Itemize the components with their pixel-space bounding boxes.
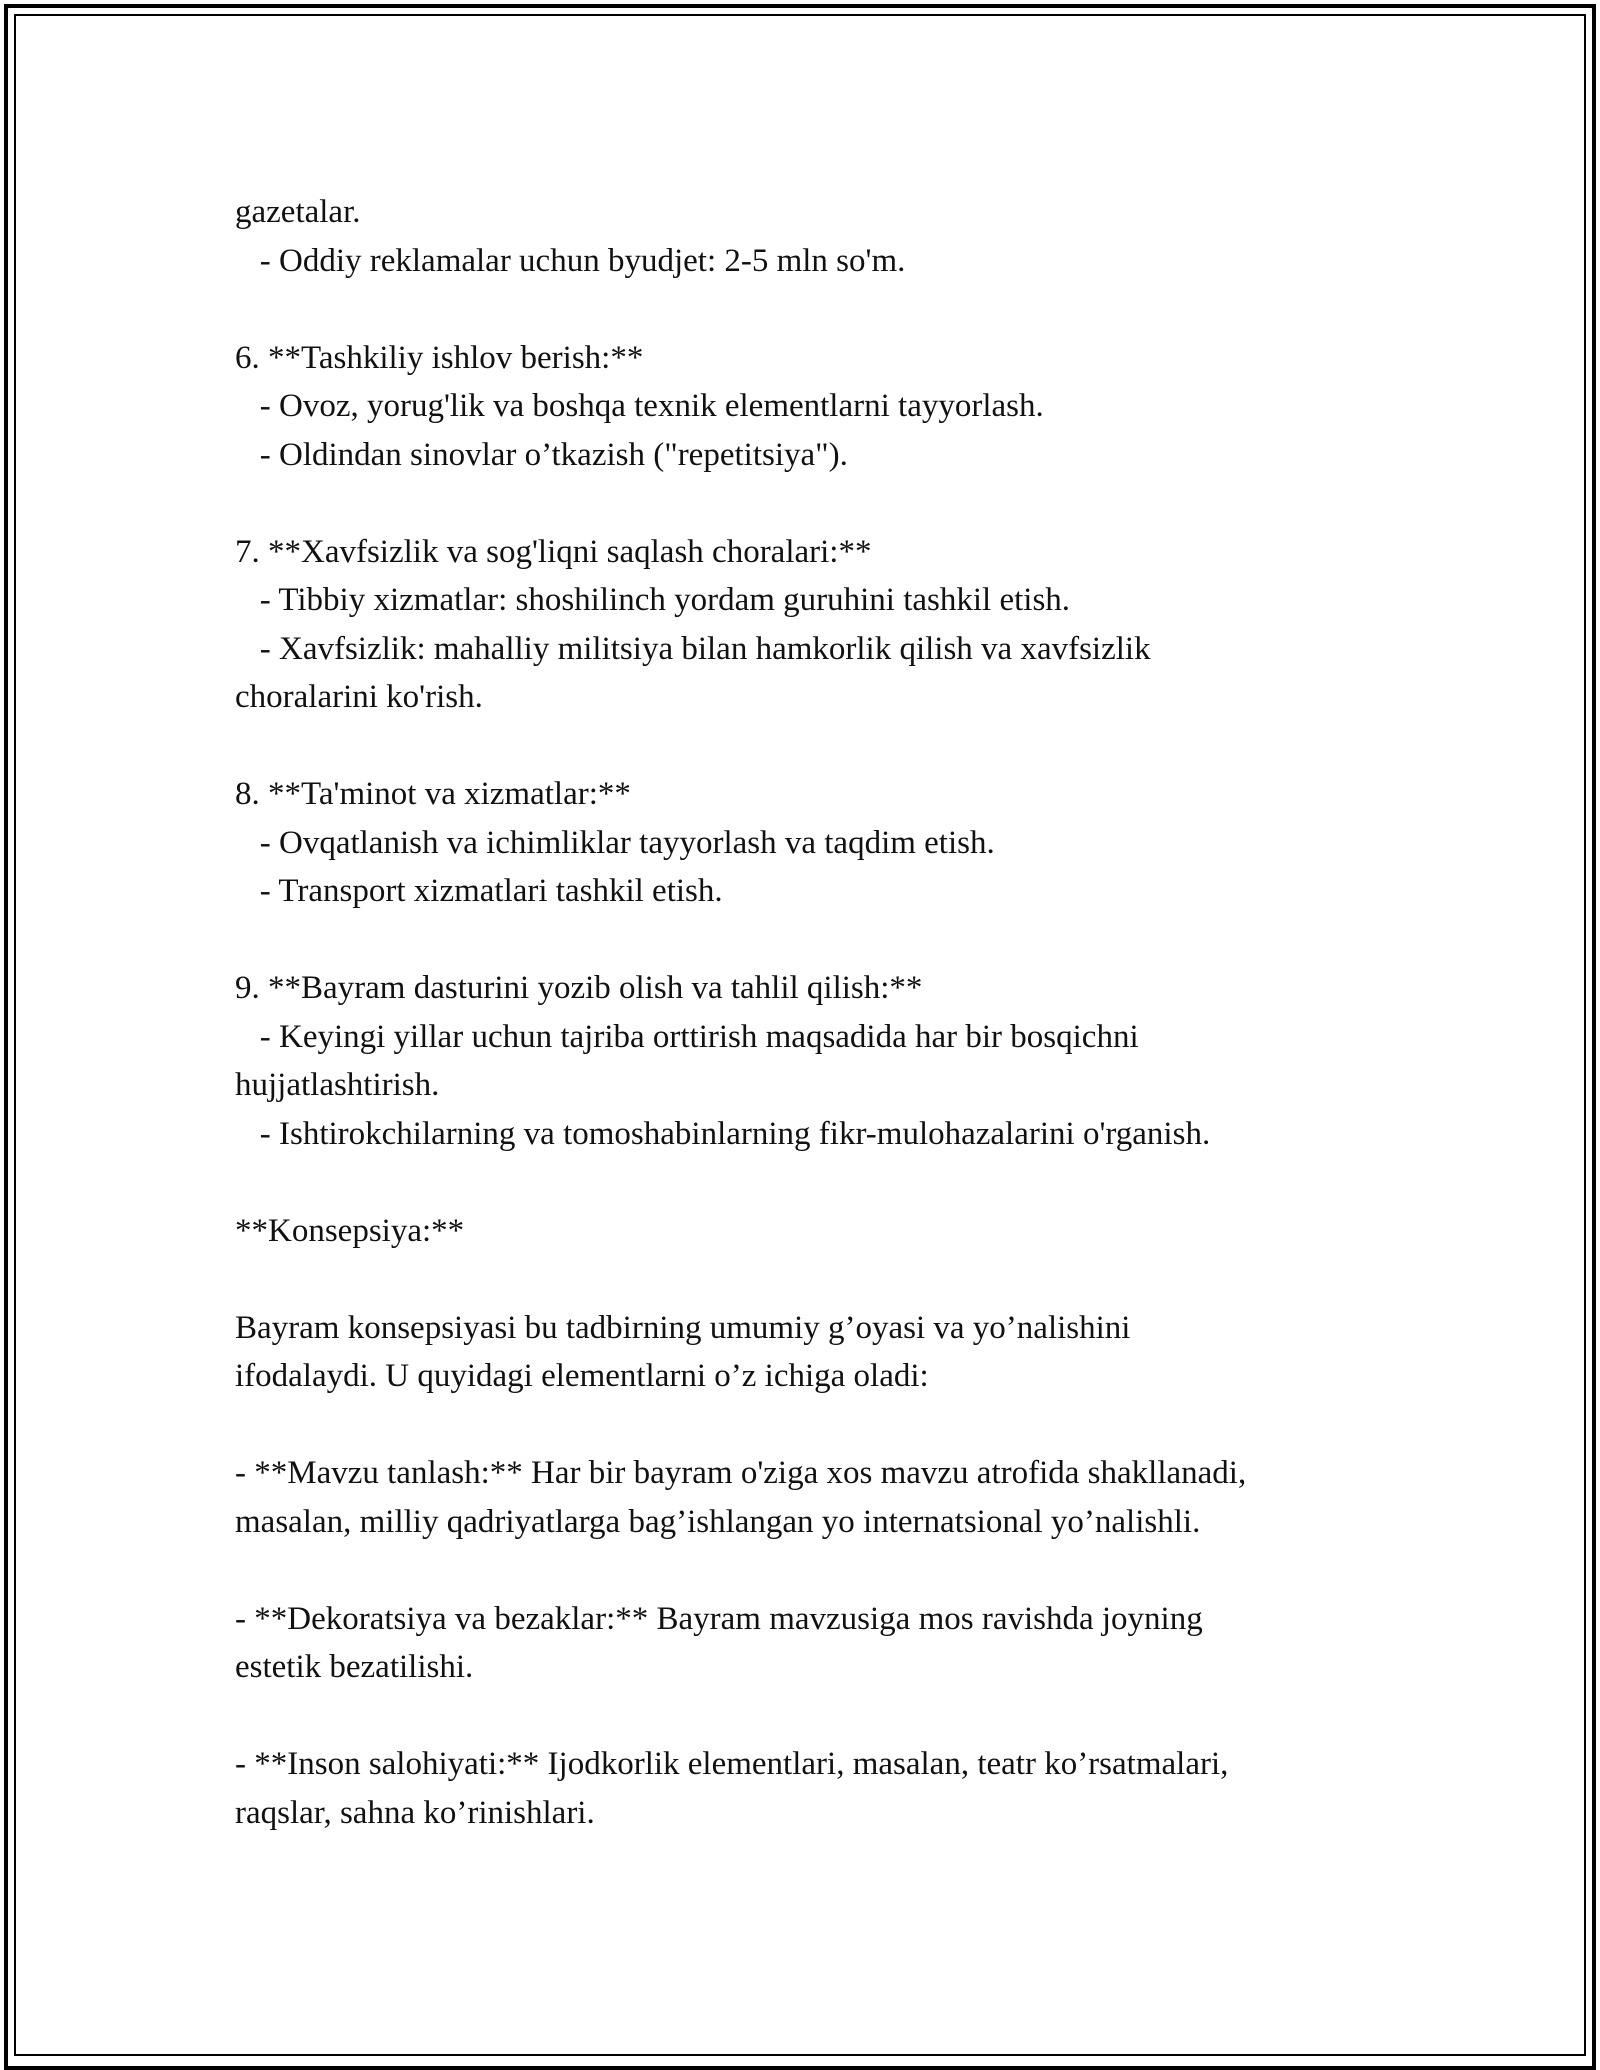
text-line: 7. **Xavfsizlik va sog'liqni saqlash choralari:** [235,533,872,570]
text-line: - Oldindan sinovlar o’tkazish ("repetitsiya"). [235,436,848,473]
text-line: 9. **Bayram dasturini yozib olish va tahlil qilish:** [235,970,923,1006]
blank-line [235,1692,1415,1741]
text-line: - Oddiy reklamalar uchun byudjet: 2-5 mln so'm. [235,242,906,279]
text-line: 6. **Tashkiliy ishlov berish:** [235,339,644,376]
text-line: - **Dekoratsiya va bezaklar:** Bayram mavzusiga mos ravishda joyning [235,1600,1203,1637]
blank-line [235,285,1415,334]
text-line: ifodalaydi. U quyidagi elementlarni o’z ichiga oladi: [235,1358,929,1394]
blank-line [235,722,1415,771]
text-line: Bayram konsepsiyasi bu tadbirning umumiy g’oyasi va yo’nalishini [235,1309,1131,1346]
text-line: - Ovoz, yorug'lik va boshqa texnik elementlarni tayyorlash. [235,388,1044,424]
text-line: gazetalar. [235,194,361,230]
text-line: - Ovqatlanish va ichimliklar tayyorlash va taqdim etish. [235,824,995,861]
blank-line [235,1546,1415,1595]
text-line: **Konsepsiya:** [235,1212,465,1249]
text-line: raqslar, sahna ko’rinishlari. [235,1794,595,1831]
text-line: hujjatlashtirish. [235,1067,440,1103]
blank-line [235,479,1415,528]
text-line: choralarini ko'rish. [235,679,483,715]
text-line: estetik bezatilishi. [235,1649,474,1685]
text-line: - **Mavzu tanlash:** Har bir bayram o'ziga xos mavzu atrofida shakllanadi, [235,1455,1247,1491]
blank-line [235,916,1415,965]
text-line: - Ishtirokchilarning va tomoshabinlarning fikr-mulohazalarini o'rganish. [235,1115,1211,1152]
blank-line [235,1255,1415,1304]
text-line: - Keyingi yillar uchun tajriba orttirish maqsadida har bir bosqichni [235,1018,1139,1055]
text-line: - Transport xizmatlari tashkil etish. [235,873,723,909]
document-body [235,188,1415,1837]
text-line: - Tibbiy xizmatlar: shoshilinch yordam guruhini tashkil etish. [235,582,1071,618]
text-line: - Xavfsizlik: mahalliy militsiya bilan hamkorlik qilish va xavfsizlik [235,630,1151,667]
text-line: masalan, milliy qadriyatlarga bag’ishlangan yo internatsional yo’nalishli. [235,1503,1201,1540]
text-line: 8. **Ta'minot va xizmatlar:** [235,776,631,812]
blank-line [235,1158,1415,1207]
blank-line [235,1401,1415,1450]
text-line: - **Inson salohiyati:** Ijodkorlik elementlari, masalan, teatr ko’rsatmalari, [235,1746,1229,1782]
